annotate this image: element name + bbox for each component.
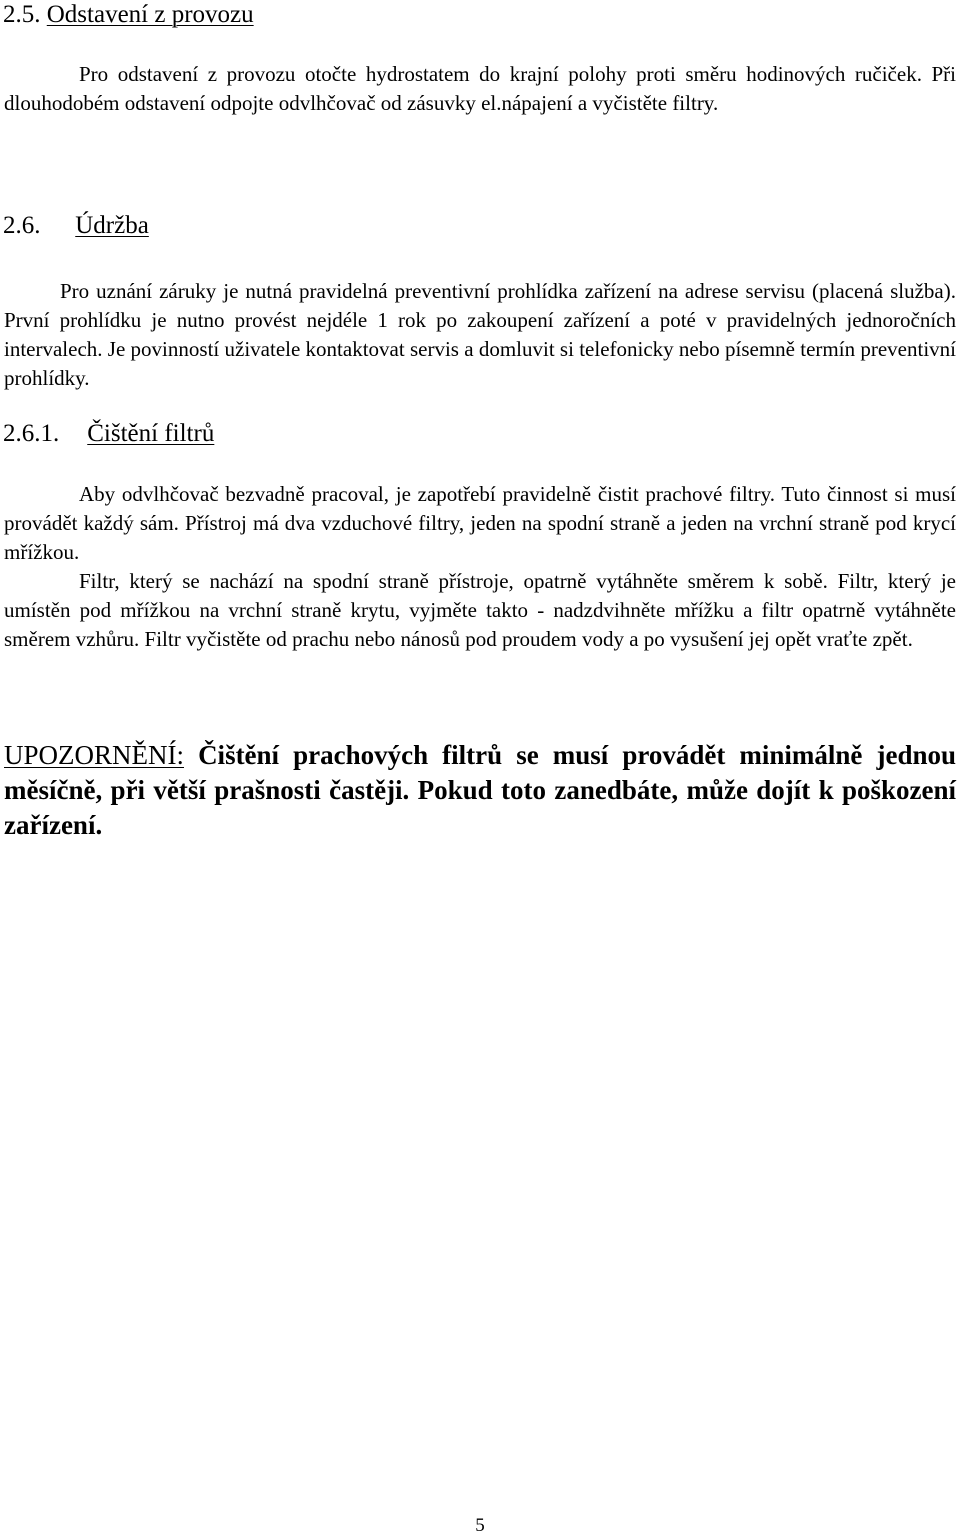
page-number: 5	[475, 1515, 485, 1536]
section-number: 2.6.	[3, 212, 41, 239]
section-2-6-1-heading	[3, 419, 214, 449]
warning-text: Čištění prachových filtrů se musí provádět minimálně jednou měsíčně, při větší prašnosti častěji. Pokud toto zanedbáte, může dojít k poškození zařízení.	[4, 740, 956, 840]
paragraph: Pro uznání záruky je nutná pravidelná preventivní prohlídka zařízení na adrese servisu (placená služba). První prohlídku je nutno provést nejdéle 1 rok po zakoupení zařízení a poté v pravidelných jednoročních intervalech. Je povinností uživatele kontaktovat servis a domluvit si telefonicky nebo písemně termín preventivní prohlídky.	[4, 279, 956, 390]
section-title: Čištění filtrů	[87, 420, 215, 447]
section-title: Odstavení z provozu	[46, 1, 254, 28]
section-2-6-1-body	[4, 480, 956, 654]
section-2-5-body	[4, 60, 956, 118]
warning-notice	[4, 738, 956, 843]
section-2-6-body	[4, 277, 956, 393]
section-number: 2.6.1.	[3, 420, 60, 447]
paragraph: Pro odstavení z provozu otočte hydrostatem do krajní polohy proti směru hodinových ručiček. Při dlouhodobém odstavení odpojte odvlhčovač od zásuvky el.nápajení a vyčistěte filtry.	[4, 62, 956, 115]
section-title: Údržba	[75, 212, 149, 239]
section-number: 2.5.	[3, 1, 41, 28]
warning-label: UPOZORNĚNÍ:	[4, 740, 184, 770]
section-2-5-heading	[3, 0, 254, 30]
paragraph: Filtr, který se nachází na spodní straně přístroje, opatrně vytáhněte směrem k sobě. Filtr, který je umístěn pod mřížkou na vrchní straně krytu, vyjměte takto - nadzdvihněte mřížku a filtr opatrně vytáhněte směrem vzhůru. Filtr vyčistěte od prachu nebo nánosů pod proudem vody a po vysušení jej opět vraťte zpět.	[4, 569, 956, 651]
section-2-6-heading	[3, 211, 149, 241]
paragraph: Aby odvlhčovač bezvadně pracoval, je zapotřebí pravidelně čistit prachové filtry. Tuto činnost si musí provádět každý sám. Přístroj má dva vzduchové filtry, jeden na spodní straně a jeden na vrchní straně pod krycí mřížkou.	[4, 482, 956, 564]
